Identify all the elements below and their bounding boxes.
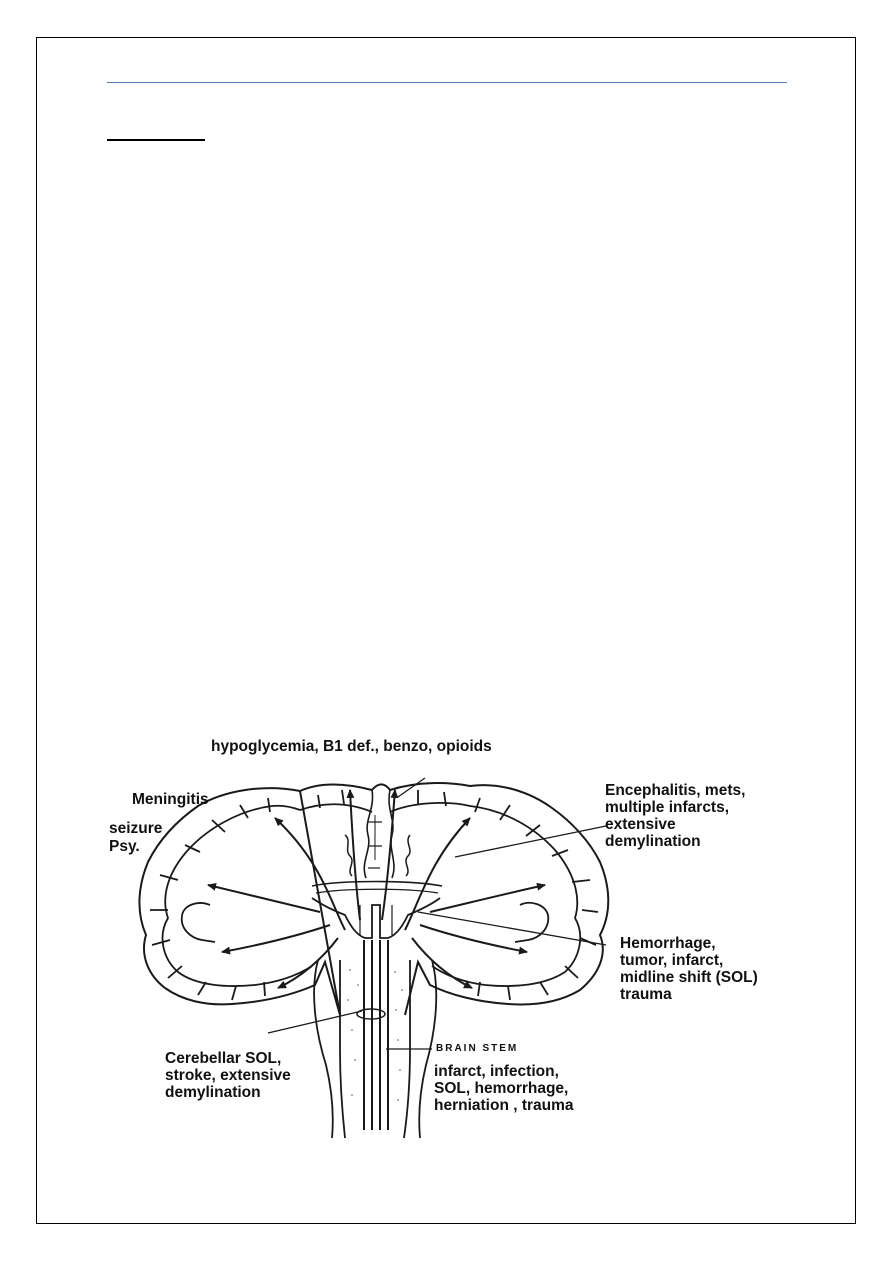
label-hemorrhage <box>620 935 758 1003</box>
label-brain-stem-title: BRAIN STEM <box>436 1043 519 1054</box>
cerebellum-left <box>314 960 333 1138</box>
label-brain-stem-line: herniation , trauma <box>434 1097 574 1114</box>
corpus-callosum <box>312 882 442 887</box>
label-metabolic: hypoglycemia, B1 def., benzo, opioids <box>211 738 492 755</box>
label-brain-stem <box>434 1063 574 1114</box>
left-sylvian-fissure <box>182 903 215 942</box>
label-hemorrhage-line: tumor, infarct, <box>620 952 724 969</box>
label-cerebellar-line: stroke, extensive <box>165 1067 291 1084</box>
label-hemorrhage-line: Hemorrhage, <box>620 935 716 952</box>
label-encephalitis <box>605 782 745 850</box>
brainstem-left-edge <box>340 960 345 1138</box>
thalamus <box>312 898 440 938</box>
label-hemorrhage-line: trauma <box>620 986 672 1003</box>
label-cerebellar <box>165 1050 291 1101</box>
label-encephalitis-line: multiple infarcts, <box>605 799 730 816</box>
third-ventricle <box>360 905 392 935</box>
label-encephalitis-line: demylination <box>605 833 701 850</box>
reticular-tracts <box>364 940 388 1130</box>
label-cerebellar-line: Cerebellar SOL, <box>165 1050 282 1067</box>
label-hemorrhage-line: midline shift (SOL) <box>620 969 758 986</box>
label-cerebellar-line: demylination <box>165 1084 261 1101</box>
label-brain-stem-line: infarct, infection, <box>434 1063 559 1080</box>
label-encephalitis-line: extensive <box>605 816 676 833</box>
cerebrum-outline <box>139 783 608 1015</box>
leader-lines <box>268 778 606 1049</box>
label-seizure: seizure <box>109 820 163 837</box>
brainstem-stipple <box>347 969 403 1101</box>
medial-gyri-left <box>345 835 352 876</box>
label-meningitis: Meningitis <box>132 791 209 808</box>
label-brain-stem-line: SOL, hemorrhage, <box>434 1080 569 1097</box>
medial-gyri-right <box>406 835 410 876</box>
label-encephalitis-line: Encephalitis, mets, <box>605 782 746 799</box>
right-sylvian-fissure <box>515 903 548 942</box>
corpus-callosum-inner <box>316 889 438 893</box>
label-psy: Psy. <box>109 838 140 855</box>
